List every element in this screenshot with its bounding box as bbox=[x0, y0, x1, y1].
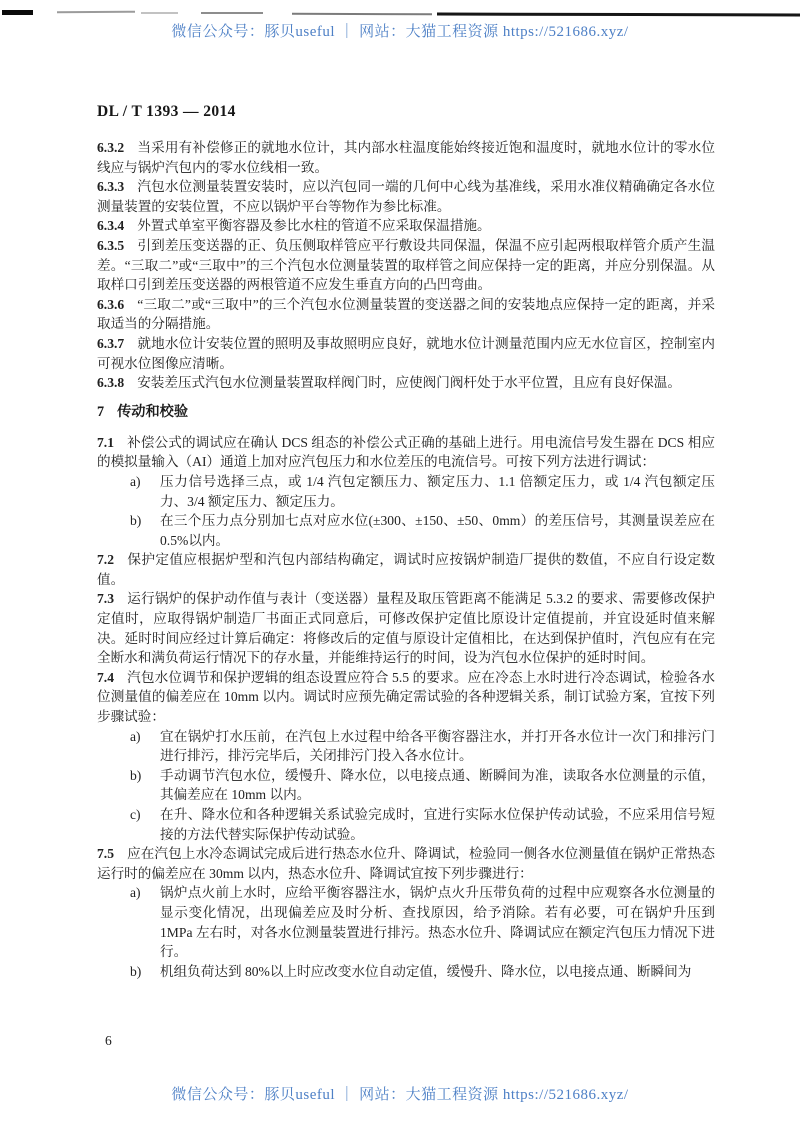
clause-7-3 bbox=[97, 589, 715, 667]
clause-6-3-7 bbox=[97, 334, 715, 373]
list-item-text: 压力信号选择三点，或 1/4 汽包定额压力、额定压力、1.1 倍额定压力，或 1/4 汽包额定压力、3/4 额定压力、额定压力。 bbox=[160, 473, 715, 509]
scan-artifact-line bbox=[292, 13, 432, 15]
list-item-text: 在升、降水位和各种逻辑关系试验完成时，宜进行实际水位保护传动试验，不应采用信号短接的方法代替实际保护传动试验。 bbox=[160, 807, 715, 842]
section-number: 7 bbox=[97, 403, 105, 420]
list-item-label: a) bbox=[130, 885, 141, 901]
clause-7-1 bbox=[97, 433, 715, 472]
page-content bbox=[97, 103, 715, 981]
clause-number: 6.3.2 bbox=[97, 140, 125, 155]
clause-text: 汽包水位调节和保护逻辑的组态设置应符合 5.5 的要求。应在冷态上水时进行冷态调试，检验各水位测量值的偏差应在 10mm 以内。调试时应预先确定需试验的各种逻辑关系，制订试验方案，宜按下列步骤试验： bbox=[97, 669, 715, 725]
clause-7-5 bbox=[97, 844, 715, 883]
page-number: 6 bbox=[105, 1033, 112, 1048]
clause-number: 6.3.7 bbox=[97, 335, 125, 351]
clause-number: 6.3.5 bbox=[97, 237, 125, 253]
list-item-label: a) bbox=[130, 728, 141, 744]
watermark-header: 微信公众号：豚贝useful ｜ 网站：大猫工程资源 https://521686.xyz/ bbox=[171, 24, 629, 40]
section-7-heading bbox=[97, 402, 715, 422]
clause-text: 当采用有补偿修正的就地水位计，其内部水柱温度能始终接近饱和温度时，就地水位计的零水位线应与锅炉汽包内的零水位线相一致。 bbox=[97, 140, 715, 175]
clause-number: 7.2 bbox=[97, 552, 114, 568]
list-item-label: b) bbox=[130, 513, 142, 529]
watermark-footer: 微信公众号：豚贝useful ｜ 网站：大猫工程资源 https://521686.xyz/ bbox=[171, 1087, 629, 1103]
clause-text: 安装差压式汽包水位测量装置取样阀门时，应使阀门阀杆处于水平位置，且应有良好保温。 bbox=[137, 375, 681, 391]
scan-artifact-line bbox=[201, 12, 263, 14]
clause-text: 运行锅炉的保护动作值与表计（变送器）量程及取压管距离不能满足 5.3.2 的要求、需要修改保护定值时，应取得锅炉制造厂书面正式同意后，可修改保护定值比原设计定值提前，并宜设延时值来解决。延时时间应经过计算后确定：将修改后的定值与原设计定值相比，在达到保护值时，汽包应有在完全断水和满负荷运行情况下的存水量，并能维持运行的时间，设为汽包水位保护的延时时间。 bbox=[97, 591, 715, 666]
clause-text: “三取二”或“三取中”的三个汽包水位测量装置的变送器之间的安装地点应保持一定的距离，并采取适当的分隔措施。 bbox=[97, 296, 715, 332]
clause-number: 6.3.8 bbox=[97, 375, 125, 391]
list-item-label: b) bbox=[130, 767, 142, 783]
list-item bbox=[130, 727, 715, 766]
scan-artifact-line bbox=[57, 11, 135, 14]
clause-number: 6.3.3 bbox=[97, 179, 125, 195]
clause-6-3-5 bbox=[97, 236, 715, 295]
list-item bbox=[130, 883, 715, 961]
clause-text: 汽包水位测量装置安装时，应以汽包同一端的几何中心线为基准线，采用水准仪精确确定各水位测量装置的安装位置，不应以锅炉平台等物作为参比标准。 bbox=[97, 179, 715, 214]
clause-text: 就地水位计安装位置的照明及事故照明应良好，就地水位计测量范围内应无水位盲区，控制室内可视水位图像应清晰。 bbox=[97, 335, 715, 371]
clause-number: 6.3.6 bbox=[97, 296, 125, 312]
clause-number: 6.3.4 bbox=[97, 218, 125, 234]
list-item-text: 手动调节汽包水位，缓慢升、降水位，以电接点通、断瞬间为准，读取各水位测量的示值，其偏差应在 10mm 以内。 bbox=[160, 767, 715, 803]
list-item bbox=[130, 962, 715, 982]
list-item-text: 宜在锅炉打水压前，在汽包上水过程中给各平衡容器注水，并打开各水位计一次门和排污门进行排污，排污完毕后，关闭排污门投入各水位计。 bbox=[160, 728, 715, 764]
clause-number: 7.3 bbox=[97, 591, 114, 607]
list-item-label: c) bbox=[130, 807, 141, 822]
clause-6-3-8 bbox=[97, 373, 715, 393]
clause-7-2 bbox=[97, 550, 715, 589]
list-item-label: b) bbox=[130, 963, 142, 979]
list-item-label: a) bbox=[130, 473, 141, 489]
clause-number: 7.4 bbox=[97, 669, 114, 685]
clause-text: 补偿公式的调试应在确认 DCS 组态的补偿公式正确的基础上进行。用电流信号发生器在 DCS 相应的模拟量输入（AI）通道上加对应汽包压力和水位差压的电流信号。可按下列方法进行调试： bbox=[97, 434, 715, 470]
scan-artifact-line bbox=[2, 10, 33, 15]
list-item bbox=[130, 472, 715, 511]
clause-text: 应在汽包上水冷态调试完成后进行热态水位升、降调试，检验同一侧各水位测量值在锅炉正常热态运行时的偏差应在 30mm 以内，热态水位升、降调试宜按下列步骤进行： bbox=[97, 846, 715, 881]
clause-6-3-2 bbox=[97, 138, 715, 177]
section-title: 传动和校验 bbox=[117, 403, 189, 420]
list-item bbox=[130, 805, 715, 844]
clause-text: 外置式单室平衡容器及参比水柱的管道不应采取保温措施。 bbox=[137, 218, 491, 234]
list-item bbox=[130, 511, 715, 550]
list-item-text: 在三个压力点分别加七点对应水位(±300、±150、±50、0mm）的差压信号，其测量误差应在 0.5%以内。 bbox=[160, 513, 715, 548]
clause-7-4 bbox=[97, 668, 715, 727]
scan-artifact-line bbox=[141, 12, 178, 14]
scan-artifact-line bbox=[437, 13, 800, 17]
list-item-text: 机组负荷达到 80%以上时应改变水位自动定值，缓慢升、降水位，以电接点通、断瞬间为 bbox=[160, 963, 692, 979]
clause-6-3-6 bbox=[97, 295, 715, 334]
clause-number: 7.1 bbox=[97, 434, 114, 450]
clause-text: 引到差压变送器的正、负压侧取样管应平行敷设共同保温，保温不应引起两根取样管介质产生温差。“三取二”或“三取中”的三个汽包水位测量装置的取样管之间应保持一定的距离，并应分别保温。从取样口引到差压变送器的两根管道不应发生垂直方向的凸凹弯曲。 bbox=[97, 237, 715, 293]
list-item bbox=[130, 766, 715, 805]
clause-text: 保护定值应根据炉型和汽包内部结构确定，调试时应按锅炉制造厂提供的数值，不应自行设定数值。 bbox=[97, 552, 715, 587]
standard-number: DL / T 1393 — 2014 bbox=[97, 103, 236, 120]
clause-6-3-4 bbox=[97, 216, 715, 236]
list-item-text: 锅炉点火前上水时，应给平衡容器注水，锅炉点火升压带负荷的过程中应观察各水位测量的显示变化情况，出现偏差应及时分析、查找原因，给予消除。若有必要，可在锅炉升压到 1MPa 左右时，对各水位测量装置进行排污。热态水位升、降调试应在额定汽包压力情况下进行。 bbox=[160, 885, 715, 960]
clause-6-3-3 bbox=[97, 177, 715, 216]
clause-number: 7.5 bbox=[97, 846, 114, 862]
